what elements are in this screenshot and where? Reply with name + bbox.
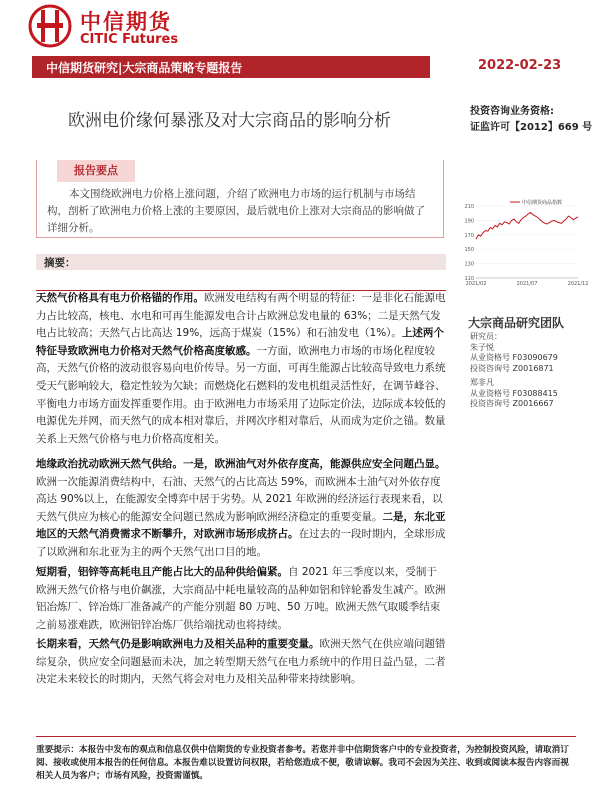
body-paragraph [36, 564, 446, 634]
bold-run: 长期来看，天然气仍是影响欧洲电力及相关品种的重要变量。 [36, 638, 320, 650]
member-license: 投资咨询号 Z0016667 [470, 399, 554, 408]
series-line [476, 213, 578, 240]
member-license: 投资咨询号 Z0016871 [470, 363, 554, 373]
qualification [470, 104, 592, 136]
member-license: 从业资格号 F03088415 [470, 388, 558, 398]
report-date: 2022-02-23 [478, 58, 562, 73]
body-paragraph [36, 636, 446, 689]
bold-run: 天然气价格具有电力价格锚的作用。 [36, 292, 204, 304]
report-series-band [32, 56, 430, 78]
report-series-label: 中信期货研究|大宗商品策略专题报告 [46, 61, 243, 75]
commodity-index-chart [458, 196, 589, 292]
team-member [470, 332, 590, 374]
team-member [470, 378, 590, 410]
qualification-line2: 证监许可【2012】669 号 [470, 122, 593, 133]
x-tick-label: 2021/07 [516, 281, 538, 287]
brand-name-cn: 中信期货 [80, 10, 172, 34]
legend-label: 中信期货商品指数 [522, 200, 563, 206]
y-tick-label: 170 [464, 232, 474, 239]
abstract-text: 本文围绕欧洲电力价格上涨问题，介绍了欧洲电力市场的运行机制与市场结构，剖析了欧洲电力价格上涨的主要原因，最后就电价上涨对大宗商品的影响做了详细分析。 [47, 188, 425, 234]
team-title: 大宗商品研究团队 [468, 316, 565, 330]
brand-logo [28, 4, 193, 48]
x-tick-label: 2021/02 [465, 281, 487, 287]
team-role: 研究员： [470, 332, 502, 341]
bold-run: 短期看，铝锌等高耗电且产能占比大的品种供给偏紧。 [36, 566, 288, 578]
y-tick-label: 210 [464, 204, 474, 210]
bold-run: 上述两个特征导致欧洲电力价格对天然气价格高度敏感。 [36, 327, 444, 357]
summary-header [36, 254, 446, 270]
text-run: 自 2021 年三季度以来，受制于欧洲天然气价格与电价飙涨，大宗商品中耗电量较高的品种如铝和锌轮番发生减产。欧洲铝冶炼厂、锌冶炼厂准备减产的产能分别超 80 万吨、50 万吨。欧洲天然气取暖季结束之前易涨难跌，欧洲铝锌冶炼厂供给端扰动也将持续。 [36, 566, 446, 631]
text-run: 欧洲发电结构有两个明显的特征：一是非化石能源电力占比较高，核电、水电和可再生能源发电合计占欧洲总发电量的 63%；二是天然气发电占比较高；天然气占比高达 19%，远高于煤炭（15%）和石油发电（1%）。 [36, 292, 446, 340]
footer-divider [36, 736, 576, 737]
member-name: 朱子悦 [470, 342, 494, 352]
qualification-line1: 投资咨询业务资格: [470, 106, 554, 117]
y-tick-label: 190 [464, 218, 474, 225]
disclaimer: 重要提示：本报告中发布的观点和信息仅供中信期货的专业投资者参考。若您并非中信期货客户中的专业投资者，为控制投资风险，请取消订阅、接收或使用本报告的任何信息。本报告难以设置访问权限，若给您造成不便，敬请谅解。我司不会因为关注、收到或阅读本报告内容而视相关人员为客户；市场有风险，投资需谨慎。 [36, 745, 569, 781]
citic-logo-icon [28, 4, 72, 48]
y-tick-label: 110 [464, 276, 474, 282]
bold-run: 二是，东北亚地区的天然气消费需求不断攀升，对欧洲市场形成挤占。 [36, 510, 446, 541]
brand-name-en: CITIC Futures [80, 32, 179, 47]
member-name: 郑非凡 [470, 378, 494, 387]
y-tick-label: 130 [464, 261, 474, 268]
text-run: 欧洲天然气在供应端问题错综复杂，供应安全问题悬而未决，加之转型期天然气在电力系统中的作用日益凸显，二者决定未来较长的时期内，天然气将会对电力及相关品种带来持续影响。 [36, 638, 446, 686]
x-tick-label: 2021/12 [567, 281, 589, 287]
report-title: 欧洲电价缘何暴涨及对大宗商品的影响分析 [68, 111, 391, 131]
bold-run: 地缘政治扰动欧洲天然气供给。一是，欧洲油气对外依存度高，能源供应安全问题凸显。 [36, 458, 446, 470]
member-license: 从业资格号 F03090679 [470, 353, 558, 362]
text-run: 欧洲一次能源消费结构中，石油、天然气的占比高达 59%，而欧洲本土油气对外依存度高达 90%以上，在能源安全博弈中居于劣势。从 2021 年欧洲的经济运行表现来看，以天然气供应为核心的能源安全问题已然成为影响欧洲经济稳定的重要变量。 [36, 475, 443, 523]
summary-label: 摘要： [44, 257, 76, 269]
text-run: 在过去的一段时期内，全球形成了以欧洲和东北亚为主的两个天然气出口目的地。 [36, 528, 446, 558]
y-tick-label: 150 [464, 247, 474, 254]
body-paragraph [36, 290, 446, 448]
abstract-tag: 报告要点 [57, 160, 135, 182]
body-paragraph [36, 456, 446, 562]
abstract-box [36, 160, 444, 238]
text-run: 一方面，欧洲电力市场的市场化程度较高，天然气价格的波动很容易向电价传导。另一方面，可再生能源占比较高导致电力系统受天气影响较大，稳定性较为欠缺；而燃烧化石燃料的发电机组灵活性好，在调节峰谷、平衡电力市场方面发挥重要作用。由于欧洲电力市场采用了边际定价法，边际成本较低的电源优先并网，而天然气的成本相对靠后，并网次序相对靠后，从而成为定价之锚。数量关系上天然气价格与电力价格高度相关。 [36, 344, 446, 445]
